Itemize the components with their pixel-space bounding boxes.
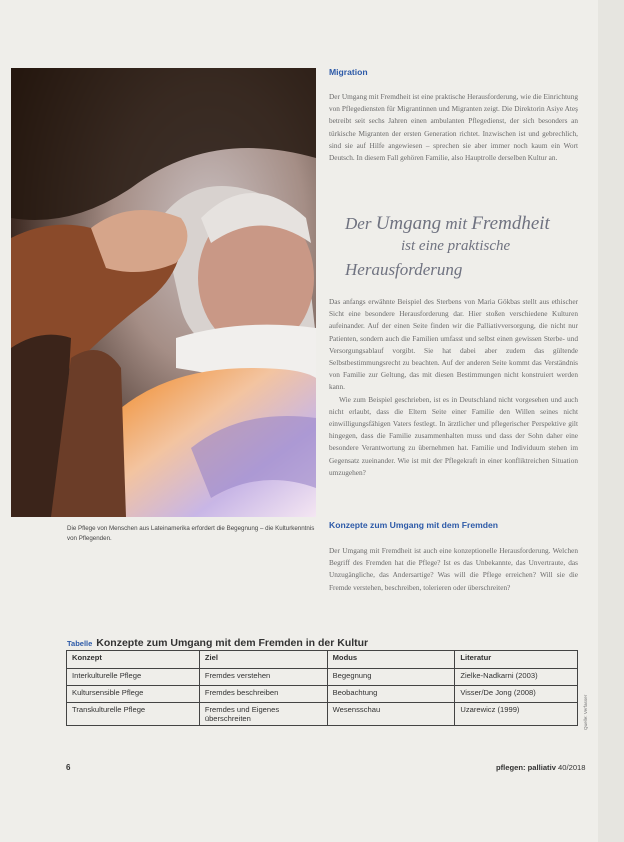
table-cell: Kultursensible Pflege [67,686,200,703]
table-cell: Fremdes und Eigenes überschreiten [199,703,327,726]
table-row [67,686,578,703]
concepts-table [66,650,578,726]
section-heading-migration: Migration [329,67,368,77]
quote-word: mit [441,214,472,233]
photo-caption: Die Pflege von Menschen aus Lateinamerika erfordert die Begegnung – die Kulturkenntnis von Pflegenden. [67,525,315,542]
pull-quote [345,212,585,281]
quote-word-emphasis: Umgang [375,213,442,234]
table-header-row [67,651,578,669]
table-cell: Uzarewicz (1999) [455,703,578,726]
table-cell: Wesensschau [327,703,455,726]
table-cell: Visser/De Jong (2008) [455,686,578,703]
body-paragraph-1 [329,91,578,164]
footer-publication [496,763,586,772]
body-paragraph-3 [329,545,578,609]
pull-quote-line-1 [345,212,585,235]
table-row [67,669,578,686]
table-header-cell: Ziel [199,651,327,669]
table-source-note: Quelle: Verfasser [583,694,588,730]
footer-issue: 40/2018 [558,763,586,772]
table-cell: Begegnung [327,669,455,686]
photo-caregiver-holding-hand [11,68,316,517]
table-cell: Zielke-Nadkarni (2003) [455,669,578,686]
body-paragraph-2 [329,296,578,479]
footer-magazine: pflegen: palliativ [496,763,556,772]
table-cell: Fremdes beschreiben [199,686,327,703]
table-cell: Transkulturelle Pflege [67,703,200,726]
table-label: Tabelle [67,639,93,648]
section-heading-konzepte: Konzepte zum Umgang mit dem Fremden [329,520,499,530]
table-header-cell: Modus [327,651,455,669]
quote-word: Der [345,214,376,233]
paragraph-text: Der Umgang mit Fremdheit ist auch eine konzeptionelle Herausforderung. Welchen Begriff des Fremden hat die Pflege? Ist es das Unbekannte, das Unvertraute, das Unzugängliche, das Andersartige? Was will die Pflege erreichen? Will sie die Fremde verstehen, beschreiben, tolerieren oder überschreiten? [329,546,578,592]
paragraph-text: Der Umgang mit Fremdheit ist eine praktische Herausforderung, wie die Einrichtung von Pflegediensten für Migrantinnen und Migranten zeigt. Die Direktorin Asiye Ateş betreibt seit sechs Jahren einen ambulanten Pflegedienst, der sich besonders an türkische Migranten der ersten Generation richtet. Inzwischen ist und gebrechlich, sind sie auf Hilfe angewiesen – sprechen sie aber immer noch kaum ein Wort Deutsch. In diesem Fall gehören Familie, also Hauptrolle derselben Kultur an. [329,92,578,163]
table-title [67,633,368,651]
quote-word-emphasis: Fremdheit [471,213,550,234]
paragraph-text: Wie zum Beispiel geschrieben, ist es in Deutschland nicht vorgesehen und auch nicht erlaubt, dass die Eltern Seite einer Familie den Willen seines nicht einwilligungsfähigen Vaters festlegt. In ärztlicher und pflegerischer Perspektive gilt hingegen, dass die Familie zusammenhalten muss und dass der Sohn daher eine besondere Verantwortung zu übernehmen hat. Familie und Individuum stehen im Gegensatz zueinander. Wie ist mit der Pflegekraft in einer konfliktreichen Situation umzugehen? [329,394,578,477]
table-caption: Konzepte zum Umgang mit dem Fremden in der Kultur [96,637,369,649]
table-header-cell: Konzept [67,651,200,669]
table-header-cell: Literatur [455,651,578,669]
table-cell: Beobachtung [327,686,455,703]
pull-quote-line-3: Herausforderung [345,260,463,279]
page-number: 6 [66,763,71,772]
table-cell: Fremdes verstehen [199,669,327,686]
paragraph-text: Das anfangs erwähnte Beispiel des Sterbens von Maria Gökbas stellt aus ethischer Sicht eine besondere Herausforderung dar. Hier stoßen verschiedene Kulturen aufeinander. Auf der einen Seite finden wir die Palliativversorgung, die nicht nur Patienten, sondern auch die Familien umfasst und selbst einen gewissen Sterbe- und Versorgungsablauf vorgibt. Sie hat dabei aber zudem das gültende Selbstbestimmungsrecht zu beachten. Auf der anderen Seite kommt das Verständnis von Familie zur Geltung, das mit diesen Bestimmungen nicht konstruiert werden kann. [329,297,578,392]
table-row [67,703,578,726]
page-edge [598,0,624,842]
pull-quote-line-2: ist eine praktische [401,238,511,254]
table-cell: Interkulturelle Pflege [67,669,200,686]
